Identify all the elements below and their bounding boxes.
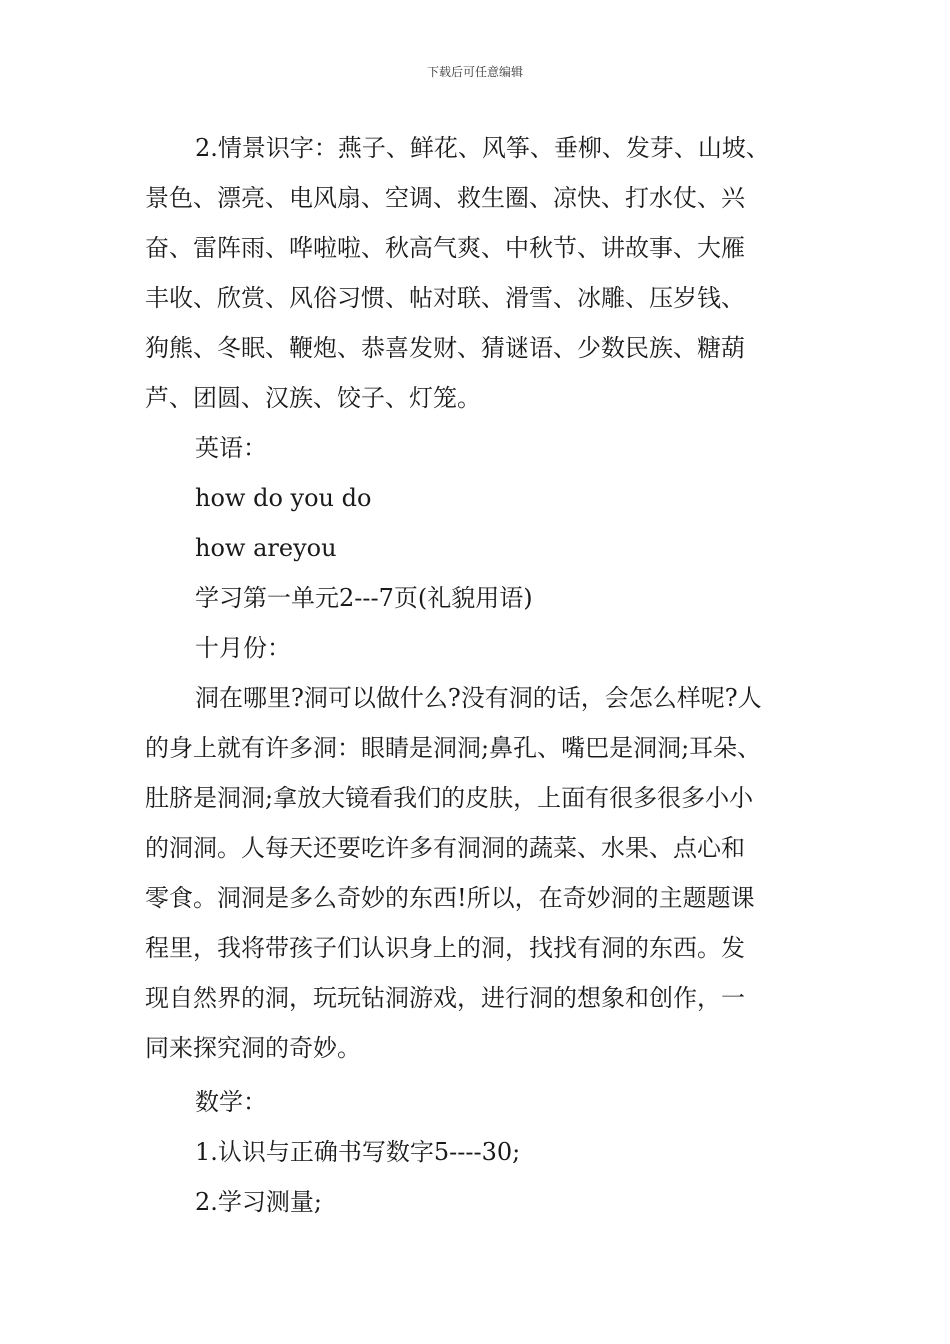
text-line: 景色、漂亮、电风扇、空调、救生圈、凉快、打水仗、兴 — [145, 184, 745, 212]
text-line: 芦、团圆、汉族、饺子、灯笼。 — [145, 384, 481, 412]
october-heading: 十月份： — [195, 634, 291, 662]
text-line: 的身上就有许多洞：眼睛是洞洞;鼻孔、嘴巴是洞洞;耳朵、 — [145, 734, 762, 762]
text-line: 2.情景识字：燕子、鲜花、风筝、垂柳、发芽、山坡、 — [195, 134, 770, 162]
math-heading: 数学： — [195, 1088, 267, 1116]
english-heading: 英语： — [195, 434, 267, 462]
paragraph-scene-literacy — [145, 123, 835, 423]
text-line: 的洞洞。人每天还要吃许多有洞洞的蔬菜、水果、点心和 — [145, 834, 745, 862]
text-line: 零食。洞洞是多么奇妙的东西!所以，在奇妙洞的主题题课 — [145, 884, 755, 912]
page-header: 下载后可任意编辑 — [426, 65, 523, 79]
paragraph-holes-theme — [145, 673, 835, 1073]
text-line: 丰收、欣赏、风俗习惯、帖对联、滑雪、冰雕、压岁钱、 — [145, 284, 745, 312]
text-line: 洞在哪里?洞可以做什么?没有洞的话，会怎么样呢?人 — [195, 684, 762, 712]
text-line: 程里，我将带孩子们认识身上的洞，找找有洞的东西。发 — [145, 934, 745, 962]
english-phrase-1: how do you do — [195, 484, 372, 512]
document-body — [145, 123, 835, 1227]
text-line: 狗熊、冬眠、鞭炮、恭喜发财、猜谜语、少数民族、糖葫 — [145, 334, 745, 362]
text-line: 同来探究洞的奇妙。 — [145, 1034, 361, 1062]
study-unit-note: 学习第一单元2---7页(礼貌用语) — [195, 584, 533, 612]
text-line: 现自然界的洞，玩玩钻洞游戏，进行洞的想象和创作，一 — [145, 984, 745, 1012]
math-item-2: 2.学习测量; — [195, 1188, 322, 1216]
math-item-1: 1.认识与正确书写数字5----30; — [195, 1138, 521, 1166]
text-line: 肚脐是洞洞;拿放大镜看我们的皮肤，上面有很多很多小小 — [145, 784, 754, 812]
english-phrase-2: how areyou — [195, 534, 337, 562]
text-line: 奋、雷阵雨、哗啦啦、秋高气爽、中秋节、讲故事、大雁 — [145, 234, 745, 262]
